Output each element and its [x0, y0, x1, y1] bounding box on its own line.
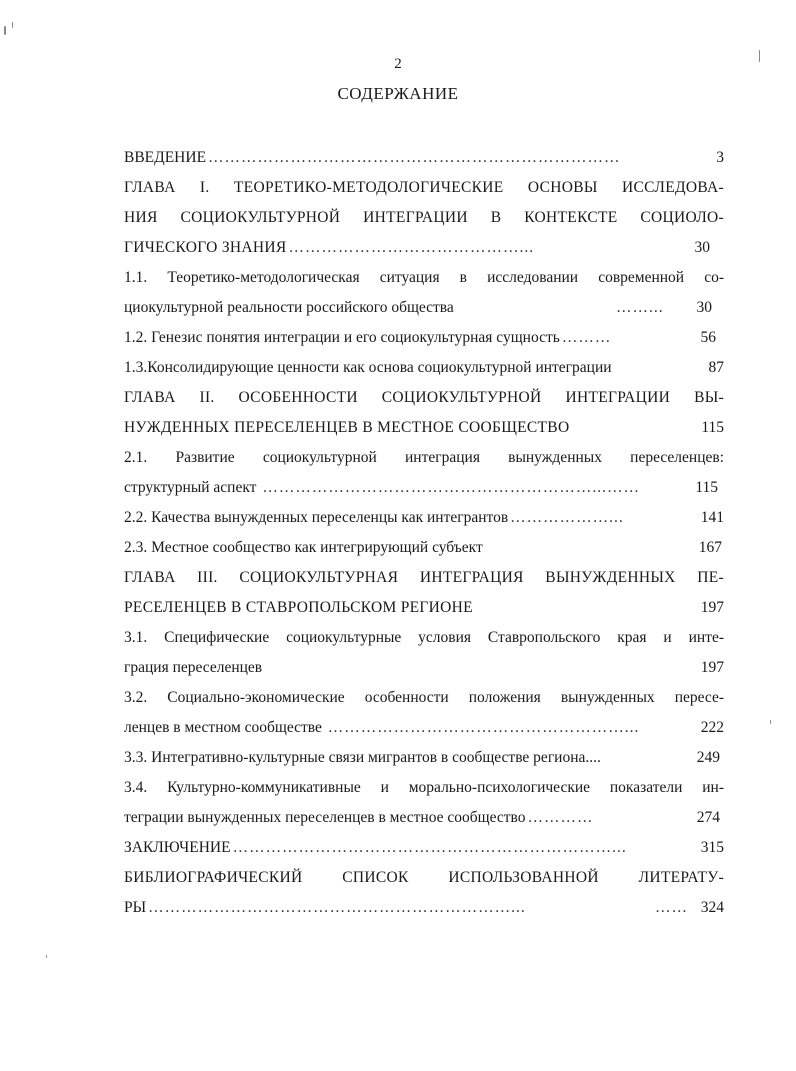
toc-entry-label: теграции вынужденных переселенцев в местное сообщество [124, 809, 526, 826]
toc-entry-label: НУЖДЕННЫХ ПЕРЕСЕЛЕНЦЕВ В МЕСТНОЕ СООБЩЕСТВО [124, 419, 570, 436]
toc-chapter-2-line1[interactable]: ГЛАВА II. ОСОБЕННОСТИ СОЦИОКУЛЬТУРНОЙ ИНТЕГРАЦИИ ВЫ- [124, 389, 724, 406]
table-of-contents [124, 146, 724, 926]
toc-section-1-1-line1[interactable]: 1.1. Теоретико-методологическая ситуация в исследовании современной со- [124, 269, 724, 286]
toc-section-2-3[interactable] [124, 536, 724, 566]
scan-speck [12, 22, 13, 28]
toc-section-3-4-line2[interactable] [124, 806, 724, 836]
dot-leader: ……... [616, 299, 664, 316]
toc-entry-label: ленцев в местном сообществе [124, 719, 322, 736]
toc-entry-label: грация переселенцев [124, 659, 263, 676]
toc-chapter-3-line2[interactable] [124, 596, 724, 626]
toc-section-1-2[interactable] [124, 326, 724, 356]
dot-leader: ……………………………………... [288, 239, 535, 256]
toc-page-number: 115 [697, 416, 724, 440]
toc-section-1-1-line2[interactable] [124, 296, 724, 326]
dot-leader: ………………………………………………………………… [208, 149, 621, 166]
dot-leader: ………… [527, 809, 594, 826]
toc-page-number: 274 [693, 806, 720, 830]
toc-page-number: 324 [697, 896, 724, 920]
toc-page-number: 56 [697, 326, 717, 350]
toc-entry-label: 2.2. Качества вынужденных переселенцы как интегрантов [124, 509, 509, 526]
toc-page-number: 222 [697, 716, 724, 740]
toc-section-2-1-line1[interactable]: 2.1. Развитие социокультурной интеграция вынужденных переселенцев: [124, 449, 724, 466]
toc-section-3-1-line1[interactable]: 3.1. Специфические социокультурные условия Ставропольского края и инте- [124, 629, 724, 646]
toc-entry-label: структурный аспект [124, 479, 257, 496]
toc-section-3-4-line1[interactable]: 3.4. Культурно-коммуникативные и морально-психологические показатели ин- [124, 779, 724, 796]
toc-section-3-2-line2[interactable] [124, 716, 724, 746]
toc-entry-label: ВВЕДЕНИЕ [124, 149, 207, 166]
toc-section-2-2[interactable] [124, 506, 724, 536]
dot-leader: ……………………………………………………...…… [262, 479, 640, 496]
toc-entry-label: 1.2. Генезис понятия интеграции и его социокультурная сущность [124, 329, 560, 346]
toc-section-3-2-line1[interactable]: 3.2. Социально-экономические особенности положения вынужденных пересе- [124, 689, 724, 706]
scan-speck [4, 26, 6, 35]
toc-entry-introduction[interactable] [124, 146, 724, 176]
toc-page-number: 30 [691, 236, 711, 260]
scan-speck [759, 50, 760, 62]
dot-leader: ……………………………………………………………... [232, 839, 627, 856]
toc-entry-label: РЕСЕЛЕНЦЕВ В СТАВРОПОЛЬСКОМ РЕГИОНЕ [124, 599, 473, 616]
page-title: СОДЕРЖАНИЕ [337, 84, 459, 103]
toc-chapter-1-line3[interactable] [124, 236, 724, 266]
toc-page-number: 315 [697, 836, 724, 860]
toc-entry-label: 3.3. Интегративно-культурные связи мигрантов в сообществе региона.... [124, 749, 601, 766]
toc-page-number: 115 [691, 476, 718, 500]
toc-page-number: 197 [697, 656, 724, 680]
dot-leader: ………………………………………………... [327, 719, 640, 736]
toc-page-number: 30 [693, 296, 713, 320]
toc-entry-label: 2.3. Местное сообщество как интегрирующий субъект [124, 539, 483, 556]
toc-page-number: 87 [705, 356, 725, 380]
dot-leader: …… [655, 899, 688, 916]
toc-entry-label: ЗАКЛЮЧЕНИЕ [124, 839, 231, 856]
toc-page-number: 3 [712, 146, 724, 170]
toc-entry-label: циокультурной реальности российского общества [124, 299, 454, 316]
toc-entry-label: 1.3.Консолидирующие ценности как основа социокультурной интеграции [124, 359, 612, 376]
toc-chapter-3-line1[interactable]: ГЛАВА III. СОЦИОКУЛЬТУРНАЯ ИНТЕГРАЦИЯ ВЫНУЖДЕННЫХ ПЕ- [124, 569, 724, 586]
toc-section-3-1-line2[interactable] [124, 656, 724, 686]
toc-bibliography-line1[interactable]: БИБЛИОГРАФИЧЕСКИЙ СПИСОК ИСПОЛЬЗОВАННОЙ ЛИТЕРАТУ- [124, 869, 724, 886]
toc-chapter-2-line2[interactable] [124, 416, 724, 446]
toc-entry-label: РЫ [124, 899, 147, 916]
toc-entry-label: ГИЧЕСКОГО ЗНАНИЯ [124, 239, 287, 256]
toc-section-3-3[interactable] [124, 746, 724, 776]
toc-section-1-3[interactable] [124, 356, 724, 386]
toc-chapter-1-line2[interactable]: НИЯ СОЦИОКУЛЬТУРНОЙ ИНТЕГРАЦИИ В КОНТЕКСТЕ СОЦИОЛО- [124, 209, 724, 226]
toc-section-2-1-line2[interactable] [124, 476, 724, 506]
page-number: 2 [394, 56, 402, 72]
scan-speck [46, 955, 47, 958]
toc-page-number: 167 [695, 536, 722, 560]
toc-page-number: 197 [697, 596, 724, 620]
toc-page-number: 249 [693, 746, 720, 770]
dot-leader: ………………... [510, 509, 624, 526]
toc-page-number: 141 [697, 506, 724, 530]
dot-leader: …………………………………………………………... [148, 899, 526, 916]
toc-chapter-1-line1[interactable]: ГЛАВА I. ТЕОРЕТИКО-МЕТОДОЛОГИЧЕСКИЕ ОСНОВЫ ИССЛЕДОВА- [124, 179, 724, 196]
toc-bibliography-line2[interactable] [124, 896, 724, 926]
dot-leader: ……… [561, 329, 612, 346]
toc-entry-conclusion[interactable] [124, 836, 724, 866]
scan-speck [770, 720, 771, 724]
